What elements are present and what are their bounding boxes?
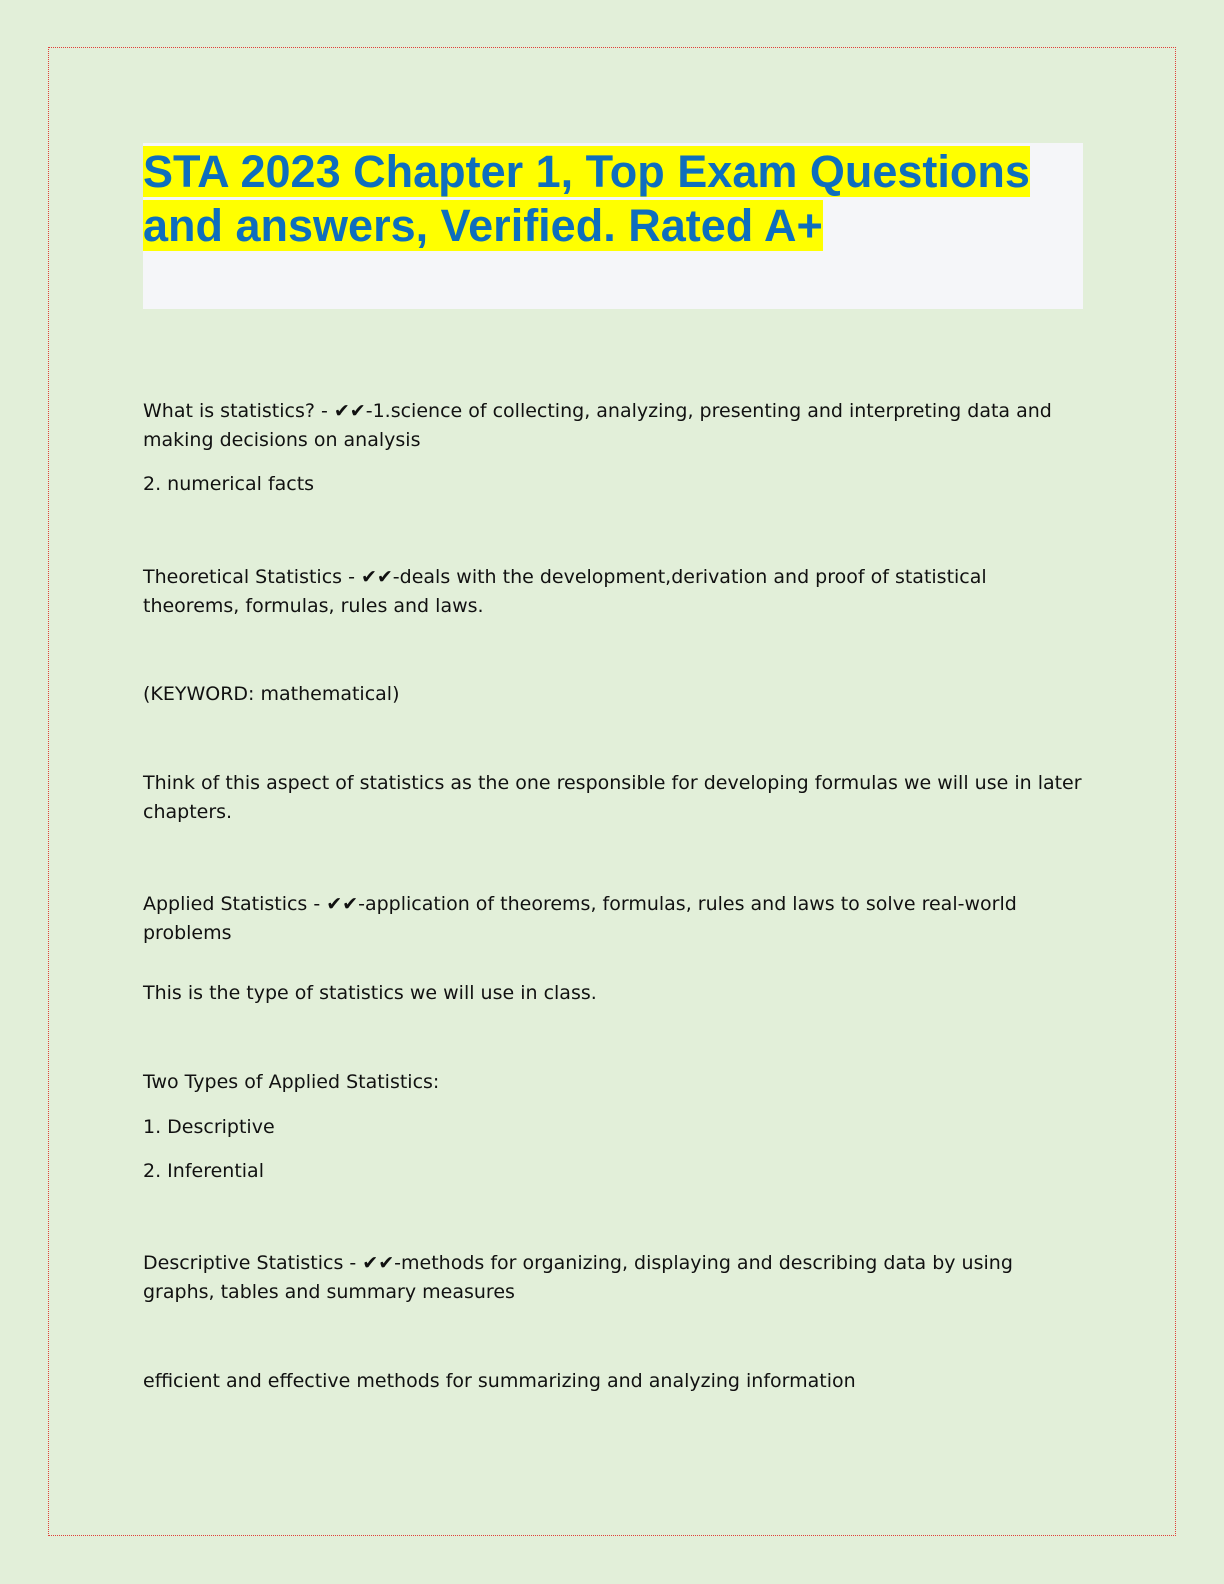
applied-type-inferential: 2. Inferential — [143, 1160, 264, 1182]
document-title — [143, 145, 1083, 253]
descriptive-note: efficient and effective methods for summarizing and analyzing information — [143, 1370, 856, 1392]
title-highlight: STA 2023 Chapter 1, Top Exam Questions and answers, Verified. Rated A+ — [143, 146, 1030, 251]
qa-descriptive-statistics: Descriptive Statistics - ✔✔-methods for organizing, displaying and describing data by using graphs, tables and summary measures — [143, 1252, 1013, 1303]
qa-statistics-definition: What is statistics? - ✔✔-1.science of collecting, analyzing, presenting and interpreting data and making decisions on analysis — [143, 400, 1052, 451]
keyword-note: (KEYWORD: mathematical) — [143, 683, 400, 705]
applied-note: This is the type of statistics we will use in class. — [143, 982, 597, 1004]
qa-theoretical-statistics: Theoretical Statistics - ✔✔-deals with the development,derivation and proof of statistical theorems, formulas, rules and laws. — [143, 566, 987, 617]
theoretical-note: Think of this aspect of statistics as the one responsible for developing formulas we will use in later chapters. — [143, 772, 1082, 823]
qa-applied-statistics: Applied Statistics - ✔✔-application of theorems, formulas, rules and laws to solve real-world problems — [143, 893, 1017, 944]
qa-statistics-numerical-facts: 2. numerical facts — [143, 473, 315, 495]
applied-types-heading: Two Types of Applied Statistics: — [143, 1071, 440, 1093]
applied-type-descriptive: 1. Descriptive — [143, 1116, 275, 1138]
